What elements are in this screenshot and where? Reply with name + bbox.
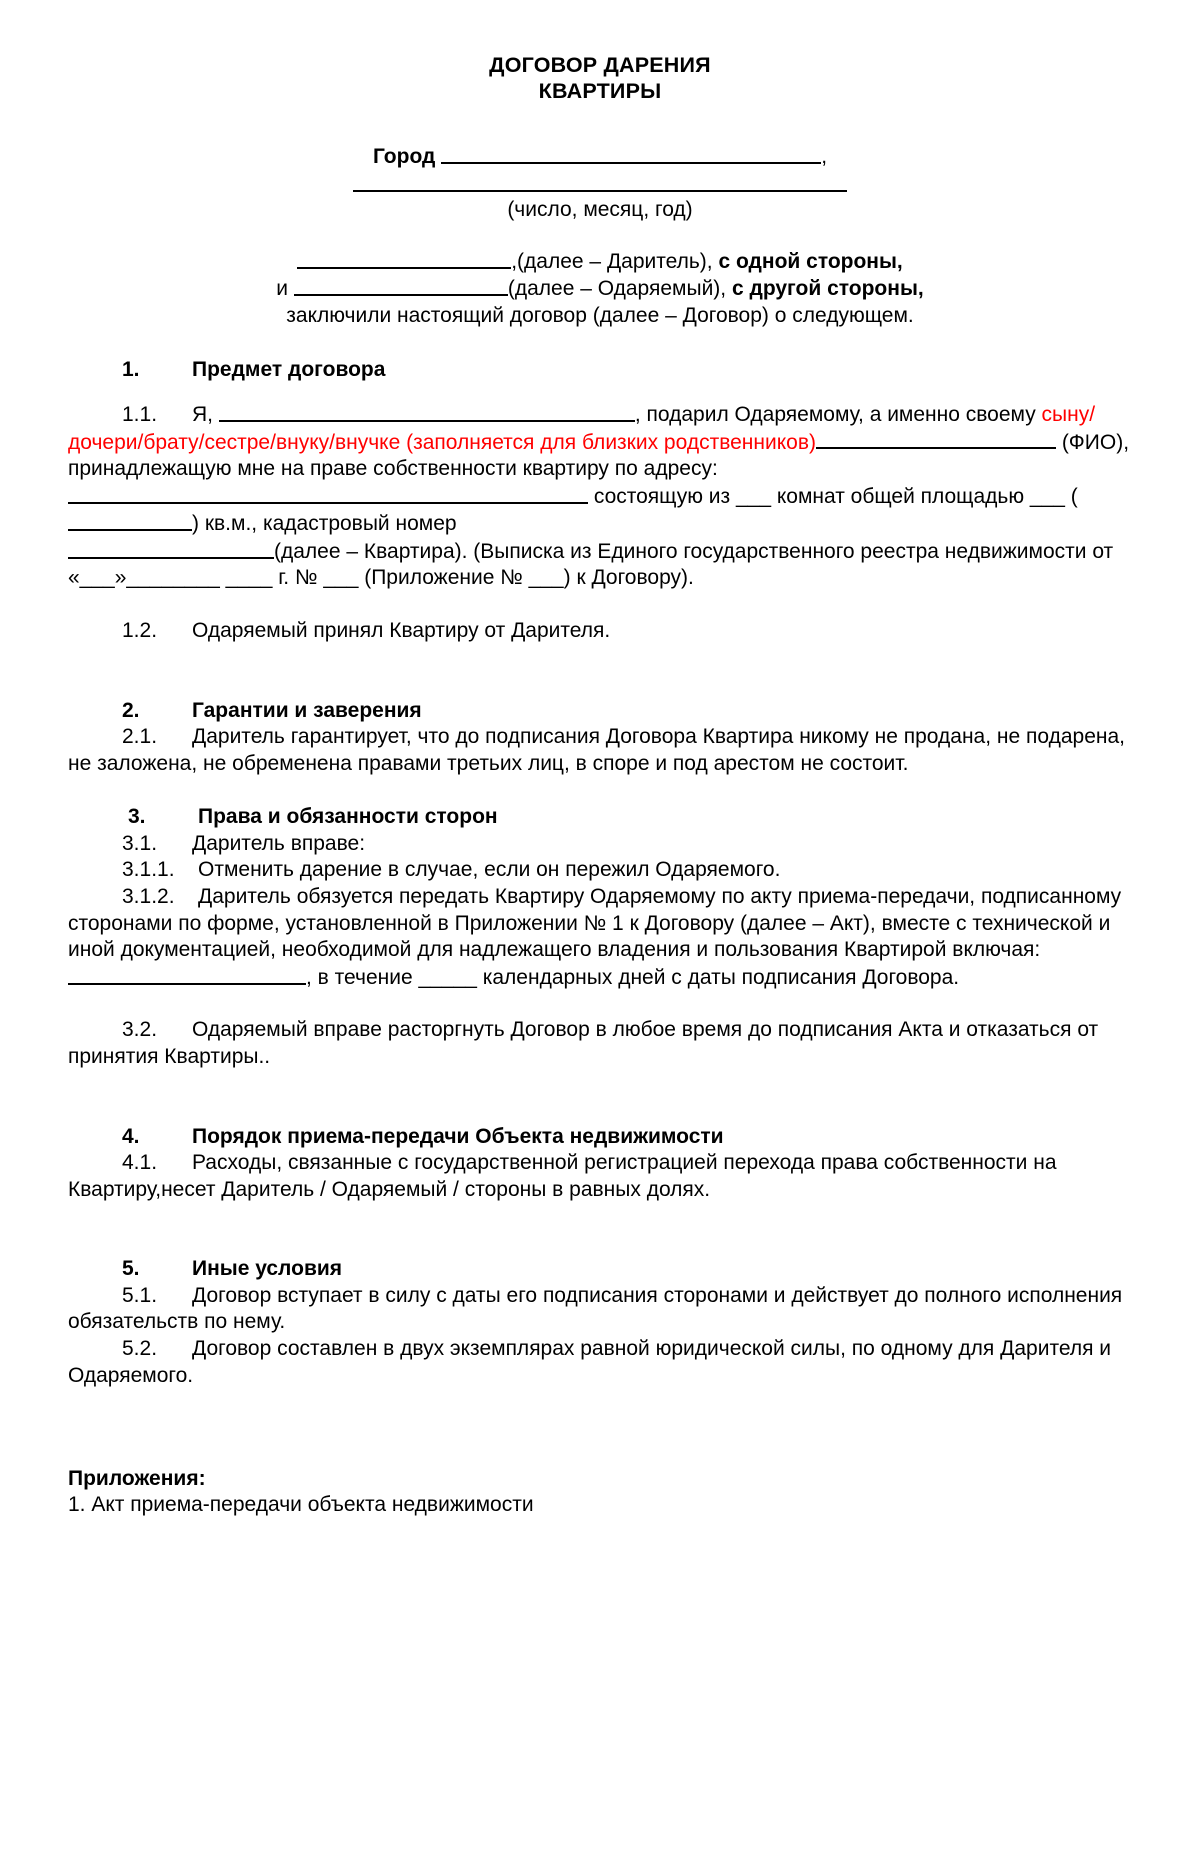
date-blank-field[interactable] [353,175,847,192]
section-title-4: Порядок приема-передачи Объекта недвижимости [192,1124,724,1148]
clause-1-1-text-a: Я, [192,402,219,426]
documentation-list-blank-field[interactable] [68,964,306,985]
clause-number-3-2: 3.2. [122,1018,158,1042]
spacer [68,1203,1132,1255]
clause-number-3-1-2: 3.1.2. [122,884,175,908]
clause-1-1-text-c: (ФИО), принадлежащую мне на праве собственности квартиру по адресу: [68,430,1130,481]
spacer [68,645,1132,697]
parties-conclusion-line: заключили настоящий договор (далее – Договор) о следующем. [286,304,914,328]
clause-3-1 [68,831,1132,858]
spacer [68,1441,1132,1467]
donor-blank-field[interactable] [297,248,511,269]
city-blank-field[interactable] [441,142,821,164]
donor-label: ,(далее – Даритель), [511,249,719,273]
section-title-5: Иные условия [192,1257,343,1281]
title-line-2: КВАРТИРЫ [538,79,662,104]
clause-1-1-text-d: состоящую из ___ комнат общей площадью ___ ( [588,484,1078,508]
title-line-1: ДОГОВОР ДАРЕНИЯ [489,53,711,77]
spacer [68,104,1132,142]
area-words-blank-field[interactable] [68,510,192,531]
clause-1-1-text-e: ) кв.м., кадастровый номер [192,512,457,536]
cadastral-number-blank-field[interactable] [68,538,274,559]
section-number-5: 5. [122,1257,140,1281]
city-label: Город [372,145,436,169]
donee-blank-field[interactable] [294,275,508,296]
clause-number-3-1: 3.1. [122,831,158,855]
donee-label: (далее – Одаряемый), [507,277,732,301]
section-heading-3 [68,803,1132,830]
clause-3-1-text: Даритель вправе: [192,831,366,855]
donee-fullname-blank-field[interactable] [816,429,1056,450]
document-title [68,52,1132,104]
donor-side-label: с одной стороны, [718,249,903,273]
clause-3-1-2 [68,884,1132,992]
clause-number-5-1: 5.1. [122,1283,158,1307]
clause-3-2-text: Одаряемый вправе расторгнуть Договор в любое время до подписания Акта и отказаться от принятия Квартиры.. [68,1018,1099,1069]
clause-5-2 [68,1336,1132,1389]
document-body [68,52,1132,1519]
clause-2-1-text: Даритель гарантирует, что до подписания Договора Квартира никому не продана, не подарена, не заложена, не обременена правами третьих лиц, в споре и под арестом не состоит. [68,725,1125,775]
appendix-item-1: 1. Акт приема-передачи объекта недвижимости [68,1493,534,1517]
clause-number-1-2: 1.2. [122,619,158,643]
clause-number-2-1: 2.1. [122,725,158,749]
party-donee-line [68,275,1132,302]
spacer [68,330,1132,356]
clause-2-1 [68,724,1132,777]
spacer [68,777,1132,803]
section-heading-1 [68,356,1132,383]
clause-1-1 [68,401,1132,592]
section-heading-5 [68,1255,1132,1282]
clause-1-2 [68,618,1132,645]
clause-3-1-2-text-b: , в течение _____ календарных дней с даты подписания Договора. [306,965,960,989]
section-title-2: Гарантии и заверения [192,698,422,722]
donee-side-label: с другой стороны, [731,277,924,301]
section-title-1: Предмет договора [192,357,386,381]
spacer [68,222,1132,248]
section-number-3: 3. [128,805,146,829]
spacer [68,383,1132,401]
spacer [68,592,1132,618]
relative-type-hint: сыну/дочери/брату/сестре/внуку/внучке (заполняется для близких родственников) [68,402,1096,454]
clause-3-2 [68,1017,1132,1070]
appendix-title: Приложения: [68,1467,206,1491]
section-number-4: 4. [122,1124,140,1148]
section-heading-4 [68,1123,1132,1150]
clause-5-2-text: Договор составлен в двух экземплярах равной юридической силы, по одному для Дарителя и Одаряемого. [68,1337,1112,1387]
party-donor-line [68,248,1132,275]
city-row [68,142,1132,170]
section-number-1: 1. [122,357,140,381]
clause-5-1-text: Договор вступает в силу с даты его подписания сторонами и действует до полного исполнения обязательств по нему. [68,1283,1123,1334]
clause-number-5-2: 5.2. [122,1337,158,1361]
section-heading-2 [68,697,1132,724]
donee-conjunction: и [276,277,294,301]
clause-number-4-1: 4.1. [122,1151,158,1175]
clause-number-3-1-1: 3.1.1. [122,858,175,882]
spacer [68,991,1132,1017]
clause-3-1-1 [68,857,1132,884]
city-trailing-comma: , [821,145,828,169]
clause-1-1-text-b: , подарил Одаряемому, а именно своему [634,402,1042,426]
spacer [68,1071,1132,1123]
clause-1-2-text: Одаряемый принял Квартиру от Дарителя. [192,619,611,643]
parties-block [68,248,1132,330]
clause-4-1-text: Расходы, связанные с государственной регистрацией перехода права собственности на Квартиру,несет Даритель / Одаряемый / стороны в равных долях. [68,1151,1057,1201]
spacer [68,1389,1132,1441]
clause-3-1-2-text-a: Даритель обязуется передать Квартиру Одаряемому по акту приема-передачи, подписанному сторонами по форме, установленной в Приложении № 1 к Договору (далее – Акт), вместе с технической и иной документацией, необходимой для надлежащего владения и пользования Квартирой включая: [68,884,1122,962]
apartment-address-blank-field[interactable] [68,483,588,504]
clause-4-1 [68,1150,1132,1203]
clause-1-1-text-f: (далее – Квартира). (Выписка из Единого государственного реестра недвижимости от «___»________ ____ г. № ___ (Приложение № ___) к Договору). [68,539,1114,590]
section-title-3: Права и обязанности сторон [198,805,498,829]
donor-fullname-blank-field[interactable] [219,401,635,422]
clause-3-1-1-text: Отменить дарение в случае, если он пережил Одаряемого. [198,858,781,882]
clause-5-1 [68,1283,1132,1336]
date-rule-row [68,175,1132,196]
clause-number-1-1: 1.1. [122,402,158,426]
section-number-2: 2. [122,698,140,722]
date-caption: (число, месяц, год) [507,197,693,221]
